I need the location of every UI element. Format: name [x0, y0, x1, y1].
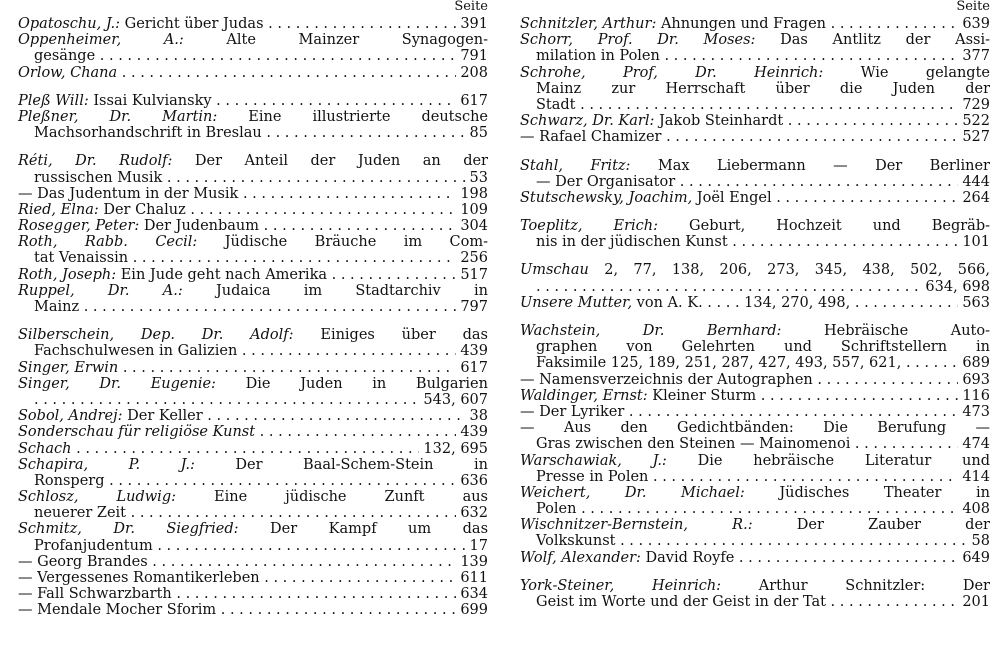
page-number: 797: [456, 299, 488, 315]
index-entry: Oppenheimer, A.: Alte Mainzer Synagogen- gesänge . . . 791: [18, 32, 488, 64]
page-number: 17: [466, 538, 488, 554]
page-number: 729: [958, 97, 990, 113]
author-name: Sobol, Andrej:: [18, 408, 123, 425]
author-name: Schach: [18, 440, 72, 457]
index-entry: Schapira, P. J.: Der Baal-Schem-Stein in Ronsperg . . . 636: [18, 457, 488, 489]
page-number: 474: [958, 436, 990, 452]
page-number: 38: [466, 408, 488, 424]
page-number: 634: [456, 586, 488, 602]
index-entry: Schlosz, Ludwig: Eine jüdische Zunft aus neuerer Zeit . . . 632: [18, 489, 488, 521]
index-entry: Umschau 2, 77, 138, 206, 273, 345, 438, 502, 566, . . . 634, 698: [520, 262, 990, 294]
author-name: Schmitz, Dr. Siegfried:: [18, 521, 239, 538]
author-name: Wachstein, Dr. Bernhard:: [520, 323, 782, 339]
page-number: 201: [958, 594, 990, 610]
index-entry: Sobol, Andrej: Der Keller . . . 38: [18, 408, 488, 424]
index-entry: [18, 65, 488, 81]
author-name: Sonderschau für religiöse Kunst: [18, 424, 256, 441]
page-number: 634, 698: [921, 279, 990, 295]
page-number: 132, 695: [419, 441, 488, 457]
author-name: Orlow, Chana: [18, 64, 118, 81]
index-entry: Schmitz, Dr. Siegfried: Der Kampf um das Profanjudentum . . . 17: [18, 521, 488, 553]
page-number: 53: [466, 170, 488, 186]
author-name: Opatoschu, J.:: [18, 16, 121, 32]
author-name: Wischnitzer-Bernstein, R.:: [520, 517, 753, 534]
index-entry: Toeplitz, Erich: Geburt, Hochzeit und Begräb- nis in der jüdischen Kunst . . . 101: [520, 218, 990, 250]
author-name: Stahl, Fritz:: [520, 157, 631, 174]
page-number: 85: [466, 125, 488, 141]
page-number: 517: [456, 267, 488, 283]
page-number: 563: [958, 295, 990, 311]
author-name: Rosegger, Peter:: [18, 218, 140, 235]
index-entry: Opatoschu, J.: Gericht über Judas . . . 391: [18, 16, 488, 32]
index-entry: Ried, Elna: Der Chaluz . . . 109: [18, 202, 488, 218]
page-number: 636: [456, 473, 488, 489]
index-entry: Pleß Will: Issai Kulviansky . . . 617: [18, 93, 488, 109]
index-entry: [18, 424, 488, 440]
author-name: Oppenheimer, A.:: [18, 32, 184, 49]
author-name: Schwarz, Dr. Karl:: [520, 113, 655, 130]
index-entry: — Mendale Mocher Sforim . . . 699: [18, 602, 488, 618]
page-number: 264: [958, 190, 990, 206]
author-name: Ried, Elna:: [18, 201, 99, 218]
index-entry: Schrohe, Prof, Dr. Heinrich: Wie gelangte Mainz zur Herrschaft über die Juden der Stadt . . . 729: [520, 65, 990, 114]
index-entry: Roth, Rabb. Cecil: Jüdische Bräuche im Com- tat Venaissin . . . 256: [18, 234, 488, 266]
author-name: Singer, Erwin: [18, 359, 119, 376]
author-name: Réti, Dr. Rudolf:: [18, 153, 173, 170]
page-number: 377: [958, 48, 990, 64]
page-number: 256: [456, 250, 488, 266]
index-entry: York-Steiner, Heinrich: Arthur Schnitzler: Der Geist im Worte und der Geist in der Tat . . . 201: [520, 578, 990, 610]
author-name: Ruppel, Dr. A.:: [18, 282, 183, 299]
page-number: 649: [958, 550, 990, 566]
page-number: 639: [958, 16, 990, 32]
page-number: 408: [958, 501, 990, 517]
page-column-header: Seite: [454, 0, 488, 14]
author-name: Waldinger, Ernst:: [520, 387, 648, 404]
page-number: 391: [456, 16, 488, 32]
author-name: Warschawiak, J.:: [520, 452, 667, 469]
index-entry: Roth, Joseph: Ein Jude geht nach Amerika . . . 517: [18, 267, 488, 283]
page-number: 444: [958, 174, 990, 190]
index-entry: Silberschein, Dep. Dr. Adolf: Einiges über das Fachschulwesen in Galizien . . . 439: [18, 327, 488, 359]
index-entry: — Der Lyriker . . . 473: [520, 404, 990, 420]
page-number: 439: [456, 424, 488, 440]
author-name: Singer, Dr. Eugenie:: [18, 375, 216, 392]
page-number: 439: [456, 343, 488, 359]
index-entry: Stutschewsky, Joachim, Joël Engel . . . 264: [520, 190, 990, 206]
author-name: Wolf, Alexander:: [520, 549, 641, 566]
author-name: Schnitzler, Arthur:: [520, 16, 657, 32]
author-name: York-Steiner, Heinrich:: [520, 577, 722, 594]
index-entry: Stahl, Fritz: Max Liebermann — Der Berliner — Der Organisator . . . 444: [520, 158, 990, 190]
index-entry: — Vergessenes Romantikerleben . . . 611: [18, 570, 488, 586]
author-name: Schrohe, Prof, Dr. Heinrich:: [520, 64, 824, 81]
page-number: 58: [968, 533, 990, 549]
page-number: 116: [958, 388, 990, 404]
page-column-header: Seite: [956, 0, 990, 14]
page-number: 208: [456, 65, 488, 81]
page-number: 527: [958, 129, 990, 145]
page-number: 543, 607: [419, 392, 488, 408]
page-number: 414: [958, 469, 990, 485]
page-number: 522: [958, 113, 990, 129]
author-name: Roth, Rabb. Cecil:: [18, 234, 198, 251]
index-entry: Warschawiak, J.: Die hebräische Literatur und Presse in Polen . . . 414: [520, 453, 990, 485]
index-entry: [18, 360, 488, 376]
author-name: Weichert, Dr. Michael:: [520, 484, 745, 501]
page-number: 101: [958, 234, 990, 250]
index-entry: — Rafael Chamizer . . . 527: [520, 129, 990, 145]
index-entry: Wolf, Alexander: David Royfe . . . 649: [520, 550, 990, 566]
page-number: 198: [456, 186, 488, 202]
author-name: Toeplitz, Erich:: [520, 218, 659, 235]
author-name: Silberschein, Dep. Dr. Adolf:: [18, 327, 294, 344]
right-entries: [520, 16, 990, 610]
author-name: Unsere Mutter,: [520, 294, 633, 311]
index-entry: Wachstein, Dr. Bernhard: Hebräische Auto- graphen von Gelehrten und Schriftstellern in Faksimile 125, 189, 251, 287, 427, 493, 557, 621, . . . 689: [520, 323, 990, 372]
index-entry: [18, 441, 488, 457]
author-name: Schorr, Prof. Dr. Moses:: [520, 32, 756, 49]
index-entry: Waldinger, Ernst: Kleiner Sturm . . . 116: [520, 388, 990, 404]
index-entry: — Georg Brandes . . . 139: [18, 554, 488, 570]
author-name: Pleßner, Dr. Martin:: [18, 108, 218, 125]
index-entry: Ruppel, Dr. A.: Judaica im Stadtarchiv in Mainz . . . 797: [18, 283, 488, 315]
page-number: 109: [456, 202, 488, 218]
page-number: 699: [456, 602, 488, 618]
index-entry: Schnitzler, Arthur: Ahnungen und Fragen . . . 639: [520, 16, 990, 32]
author-name: Stutschewsky, Joachim,: [520, 189, 693, 206]
page-number: 611: [456, 570, 488, 586]
left-column: [18, 0, 488, 619]
index-entry: Rosegger, Peter: Der Judenbaum . . . 304: [18, 218, 488, 234]
author-name: Pleß Will:: [18, 92, 89, 109]
page-number: 632: [456, 505, 488, 521]
author-name: Schlosz, Ludwig:: [18, 489, 176, 506]
right-column: [520, 0, 990, 610]
page-number: 791: [456, 48, 488, 64]
index-entry: Schorr, Prof. Dr. Moses: Das Antlitz der Assi- milation in Polen . . . 377: [520, 32, 990, 64]
left-entries: [18, 16, 488, 619]
index-entry: Réti, Dr. Rudolf: Der Anteil der Juden an der russischen Musik . . . 53: [18, 153, 488, 185]
index-entry: — Fall Schwarzbarth . . . 634: [18, 586, 488, 602]
page-number: 304: [456, 218, 488, 234]
index-entry: Weichert, Dr. Michael: Jüdisches Theater in Polen . . . 408: [520, 485, 990, 517]
index-entry: Pleßner, Dr. Martin: Eine illustrierte deutsche Machsorhandschrift in Breslau . . . 85: [18, 109, 488, 141]
index-entry: Schwarz, Dr. Karl: Jakob Steinhardt . . . 522: [520, 113, 990, 129]
index-entry: Singer, Dr. Eugenie: Die Juden in Bulgarien . . . 543, 607: [18, 376, 488, 408]
author-name: Umschau: [520, 262, 589, 279]
index-entry: Unsere Mutter, von A. K. . . . . 134, 270, 498, . . . 563: [520, 295, 990, 311]
page-number: 693: [958, 372, 990, 388]
author-name: Schapira, P. J.:: [18, 456, 195, 473]
page-number: 617: [456, 93, 488, 109]
page-number: 473: [958, 404, 990, 420]
index-entry: — Namensverzeichnis der Autographen . . . 693: [520, 372, 990, 388]
author-name: Roth, Joseph:: [18, 266, 117, 283]
index-entry: — Aus den Gedichtbänden: Die Berufung — Gras zwischen den Steinen — Mainomenoi . . . 474: [520, 420, 990, 452]
index-entry: — Das Judentum in der Musik . . . 198: [18, 186, 488, 202]
index-entry: Wischnitzer-Bernstein, R.: Der Zauber der Volkskunst . . . 58: [520, 517, 990, 549]
page-number: 617: [456, 360, 488, 376]
page-number: 689: [958, 355, 990, 371]
page-number: 139: [456, 554, 488, 570]
